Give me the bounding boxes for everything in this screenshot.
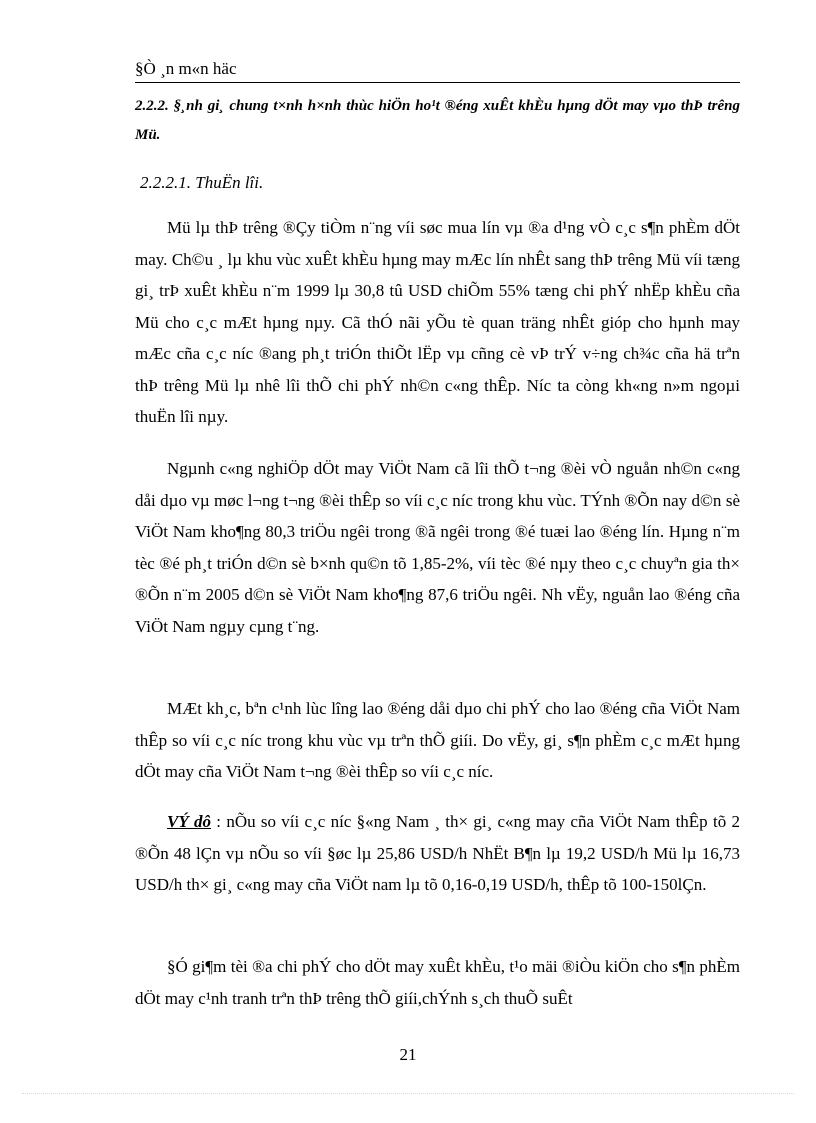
paragraph-5-text: §Ó gi¶m tèi ®a chi phÝ cho dÖt may xuÊt khÈu, t¹o mäi ®iÒu kiÖn cho s¶n phÈm dÖt may c¹nh tranh trªn thÞ trêng thÕ giíi,chÝnh s¸ch thuÕ suÊt <box>135 957 740 1008</box>
page-bottom-divider <box>22 1093 794 1094</box>
subsection-heading: 2.2.2.1. ThuËn lîi. <box>140 173 264 192</box>
paragraph-4-text: : nÕu so víi c¸c níc §«ng Nam ¸ th× gi¸ c«ng may cña ViÖt Nam thÊp tõ 2 ®Õn 48 lÇn vµ nÕu so víi §øc lµ 25,86 USD/h NhËt B¶n lµ 19,2 USD/h Mü lµ 16,73 USD/h th× gi¸ c«ng may cña ViÖt nam lµ tõ 0,16-0,19 USD/h, thÊp tõ 100-150lÇn. <box>135 812 740 894</box>
page-number: 21 <box>399 1045 417 1064</box>
paragraph-2 <box>135 453 740 642</box>
page-header: §Ò ¸n m«n häc <box>135 58 740 83</box>
paragraph-1 <box>135 212 740 433</box>
section-heading: 2.2.2. §¸nh gi¸ chung t×nh h×nh thùc hiÖn ho¹t ®éng xuÊt khÈu hµng dÖt may vµo thÞ trêng Mü. <box>135 98 740 143</box>
paragraph-4 <box>135 806 740 901</box>
paragraph-3 <box>135 693 740 788</box>
paragraph-5 <box>135 951 740 1014</box>
example-label: VÝ dô <box>167 812 212 831</box>
paragraph-2-text: Ngµnh c«ng nghiÖp dÖt may ViÖt Nam cã lîi thÕ t¬ng ®èi vÒ nguån nh©n c«ng dåi dµo vµ møc l¬ng t¬ng ®èi thÊp so víi c¸c níc trong khu vùc. TÝnh ®Õn nay d©n sè ViÖt Nam kho¶ng 80,3 triÖu ngêi trong ®ã ngêi trong ®é tuæi lao ®éng lín. Hµng n¨m tèc ®é ph¸t triÓn d©n sè b×nh qu©n tõ 1,85-2%, víi tèc ®é nµy theo c¸c chuyªn gia th× ®Õn n¨m 2005 d©n sè ViÖt Nam kho¶ng 87,6 triÖu ngêi. Nh vËy, nguån lao ®éng cña ViÖt Nam ngµy cµng t¨ng. <box>135 459 740 636</box>
paragraph-3-text: MÆt kh¸c, bªn c¹nh lùc lîng lao ®éng dåi dµo chi phÝ cho lao ®éng cña ViÖt Nam thÊp so víi c¸c níc trong khu vùc vµ trªn thÕ giíi. Do vËy, gi¸ s¶n phÈm c¸c mÆt hµng dÖt may cña ViÖt Nam t¬ng ®èi thÊp so víi c¸c níc. <box>135 699 740 781</box>
paragraph-1-text: Mü lµ thÞ trêng ®Çy tiÒm n¨ng víi søc mua lín vµ ®a d¹ng vÒ c¸c s¶n phÈm dÖt may. Ch©u ¸ lµ khu vùc xuÊt khÈu hµng may mÆc lín nhÊt sang thÞ trêng Mü víi tæng gi¸ trÞ xuÊt khÈu n¨m 1999 lµ 30,8 tû USD chiÕm 55% tæng chi phÝ nhËp khÈu cña Mü cho c¸c mÆt hµng nµy. Cã thÓ nãi yÕu tè quan träng nhÊt gióp cho hµnh may mÆc cña c¸c níc ®ang ph¸t triÓn thiÕt lËp vµ cñng cè vÞ trÝ v÷ng ch¾c cña hä trªn thÞ trêng Mü lµ nhê lîi thÕ chi phÝ nh©n c«ng thÊp. Níc ta còng kh«ng n»m ngoµi thuËn lîi nµy. <box>135 218 740 426</box>
